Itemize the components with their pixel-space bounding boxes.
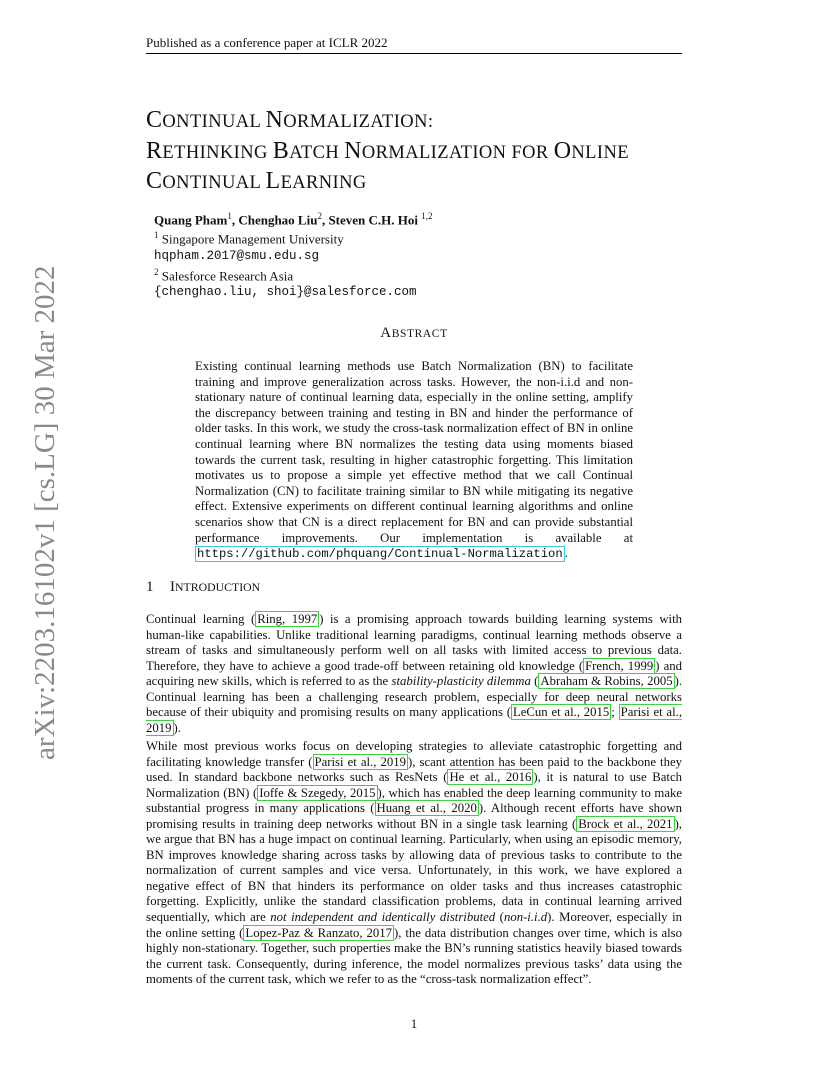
title-line-2: RETHINKING BATCH NORMALIZATION FOR ONLINE — [146, 137, 629, 164]
page-number: 1 — [410, 1016, 418, 1031]
body-text: ). Moreover, especially in the online setting ( — [146, 910, 682, 940]
citation-link[interactable]: LeCun et al., 2015 — [512, 705, 610, 720]
citation-link[interactable]: French, 1999 — [585, 658, 654, 673]
body-text: ( — [495, 910, 504, 925]
citation-link[interactable]: Parisi et al., 2019 — [146, 705, 683, 735]
paper-title — [146, 106, 686, 198]
body-text: Continual learning ( — [146, 612, 256, 626]
intro-paragraph-2 — [146, 739, 682, 988]
body-text: While most previous works focus on developing strategies to alleviate catastrophic forgetting and facilitating knowledge transfer ( — [146, 739, 682, 769]
italic-text: not independent and identically distributed — [270, 910, 496, 925]
citation-link[interactable]: Huang et al., 2020 — [376, 801, 477, 816]
body-text: ), scant attention has been paid to the backbone they used. In standard backbone networks such as ResNets ( — [146, 754, 683, 785]
citation-link[interactable]: Parisi et al., 2019 — [314, 754, 406, 769]
affiliation-2: $^2$ Salesforce Research Asia — [154, 266, 294, 283]
citation-link[interactable]: Lopez-Paz & Ranzato, 2017 — [245, 925, 393, 940]
intro-paragraph-1 — [146, 612, 682, 736]
body-text: ). — [173, 720, 181, 735]
title-line-1: CONTINUAL NORMALIZATION: — [146, 107, 434, 133]
body-text: ) and acquiring new skills, which is referred to as the — [146, 658, 683, 689]
affiliation-1: $^1$ Singapore Management University — [154, 230, 344, 247]
body-text: ), which has enabled the deep learning community to make substantial progress in many applications ( — [146, 785, 683, 816]
title-line-3: CONTINUAL LEARNING — [146, 168, 367, 194]
author-block — [154, 209, 433, 300]
abstract-heading: ABSTRACT — [380, 325, 448, 341]
citation-link[interactable]: Ioffe & Szegedy, 2015 — [259, 785, 376, 800]
code-link[interactable]: https://github.com/phquang/Continual-Normalization — [197, 547, 563, 562]
body-text: ), it is natural to use Batch Normalization (BN) ( — [146, 770, 682, 800]
arxiv-side-stamp — [8, 0, 68, 1072]
section-heading-introduction: 1 INTRODUCTION — [146, 579, 261, 595]
body-text: ; — [611, 705, 619, 720]
italic-text: non-i.i.d — [503, 910, 548, 925]
citation-link[interactable]: Brock et al., 2021 — [578, 816, 673, 831]
citation-link[interactable]: Ring, 1997 — [257, 612, 318, 626]
body-text: ), we argue that BN has a huge impact on continual learning. Particularly, when using an episodic memory, BN improves knowledge sharing across tasks by allowing data of previous tasks to contribute to the normalization of current samples and vice versa. Unfortunately, in this work, we have explored a negative effect of BN that hinders its performance on older tasks and thus increases catastrophic forgetting. Explicitly, unlike the standard classification problems, data in continual learning arrived sequentially, which are — [146, 816, 682, 925]
body-text: ). Although recent efforts have shown promising results in training deep networks without BN in a single task learning ( — [146, 801, 682, 831]
italic-text: stability-plasticity dilemma — [391, 674, 531, 689]
body-text: ( — [530, 674, 539, 689]
citation-link[interactable]: He et al., 2016 — [449, 770, 532, 785]
arxiv-stamp-text: arXiv:2203.16102v1 [cs.LG] 30 Mar 2022 — [29, 265, 61, 760]
author-names: Quang Pham$^1$, Chenghao Liu$^2$, Steven C.H. Hoi $^{1,2}$ — [154, 211, 433, 228]
body-text: ). Continual learning has been a challenging research problem, especially for deep neural networks because of their ubiquity and promising results on many applications ( — [146, 674, 683, 720]
body-text: ), the data distribution changes over time, which is also highly non-stationary. Together, such properties make the BN’s running statistics heavily biased towards the current task. Consequently, during inference, the model normalizes previous tasks’ data using the moments of the current task, which we refer to as the “cross-task normalization effect”. — [146, 925, 682, 987]
email-2: {chenghao.liu, shoi}@salesforce.com — [154, 284, 417, 299]
email-1: hqpham.2017@smu.edu.sg — [154, 248, 320, 263]
abstract-body: Existing continual learning methods use Batch Normalization (BN) to facilitate training and improve generalization across tasks. However, the non-i.i.d and non-stationary nature of continual learning data, especially in the online setting, amplify the discrepancy between training and testing in BN and hinder the performance of older tasks. In this work, we study the cross-task normalization effect of BN in online continual learning where BN normalizes the testing data using moments biased towards the current task, resulting in higher catastrophic forgetting. This limitation motivates us to propose a simple yet effective method that we call Continual Normalization (CN) to facilitate training similar to BN while mitigating its negative effect. Extensive experiments on different continual learning algorithms and online scenarios show that CN is a direct replacement for BN and can provide substantial performance improvements. Our implementation is available at https://github.com/phquang/Continual-Normalization . — [195, 359, 633, 562]
body-text: ) is a promising approach towards building learning systems with human-like capabilities. Unlike traditional learning paradigms, continual learning methods observe a stream of tasks and simultaneously perform well on all tasks with limited access to previous data. Therefore, they have to achieve a good trade-off between retaining old knowledge ( — [146, 612, 683, 673]
citation-link[interactable]: Abraham & Robins, 2005 — [540, 674, 673, 689]
header-rule — [146, 53, 682, 54]
running-header: Published as a conference paper at ICLR 2022 — [146, 35, 388, 50]
